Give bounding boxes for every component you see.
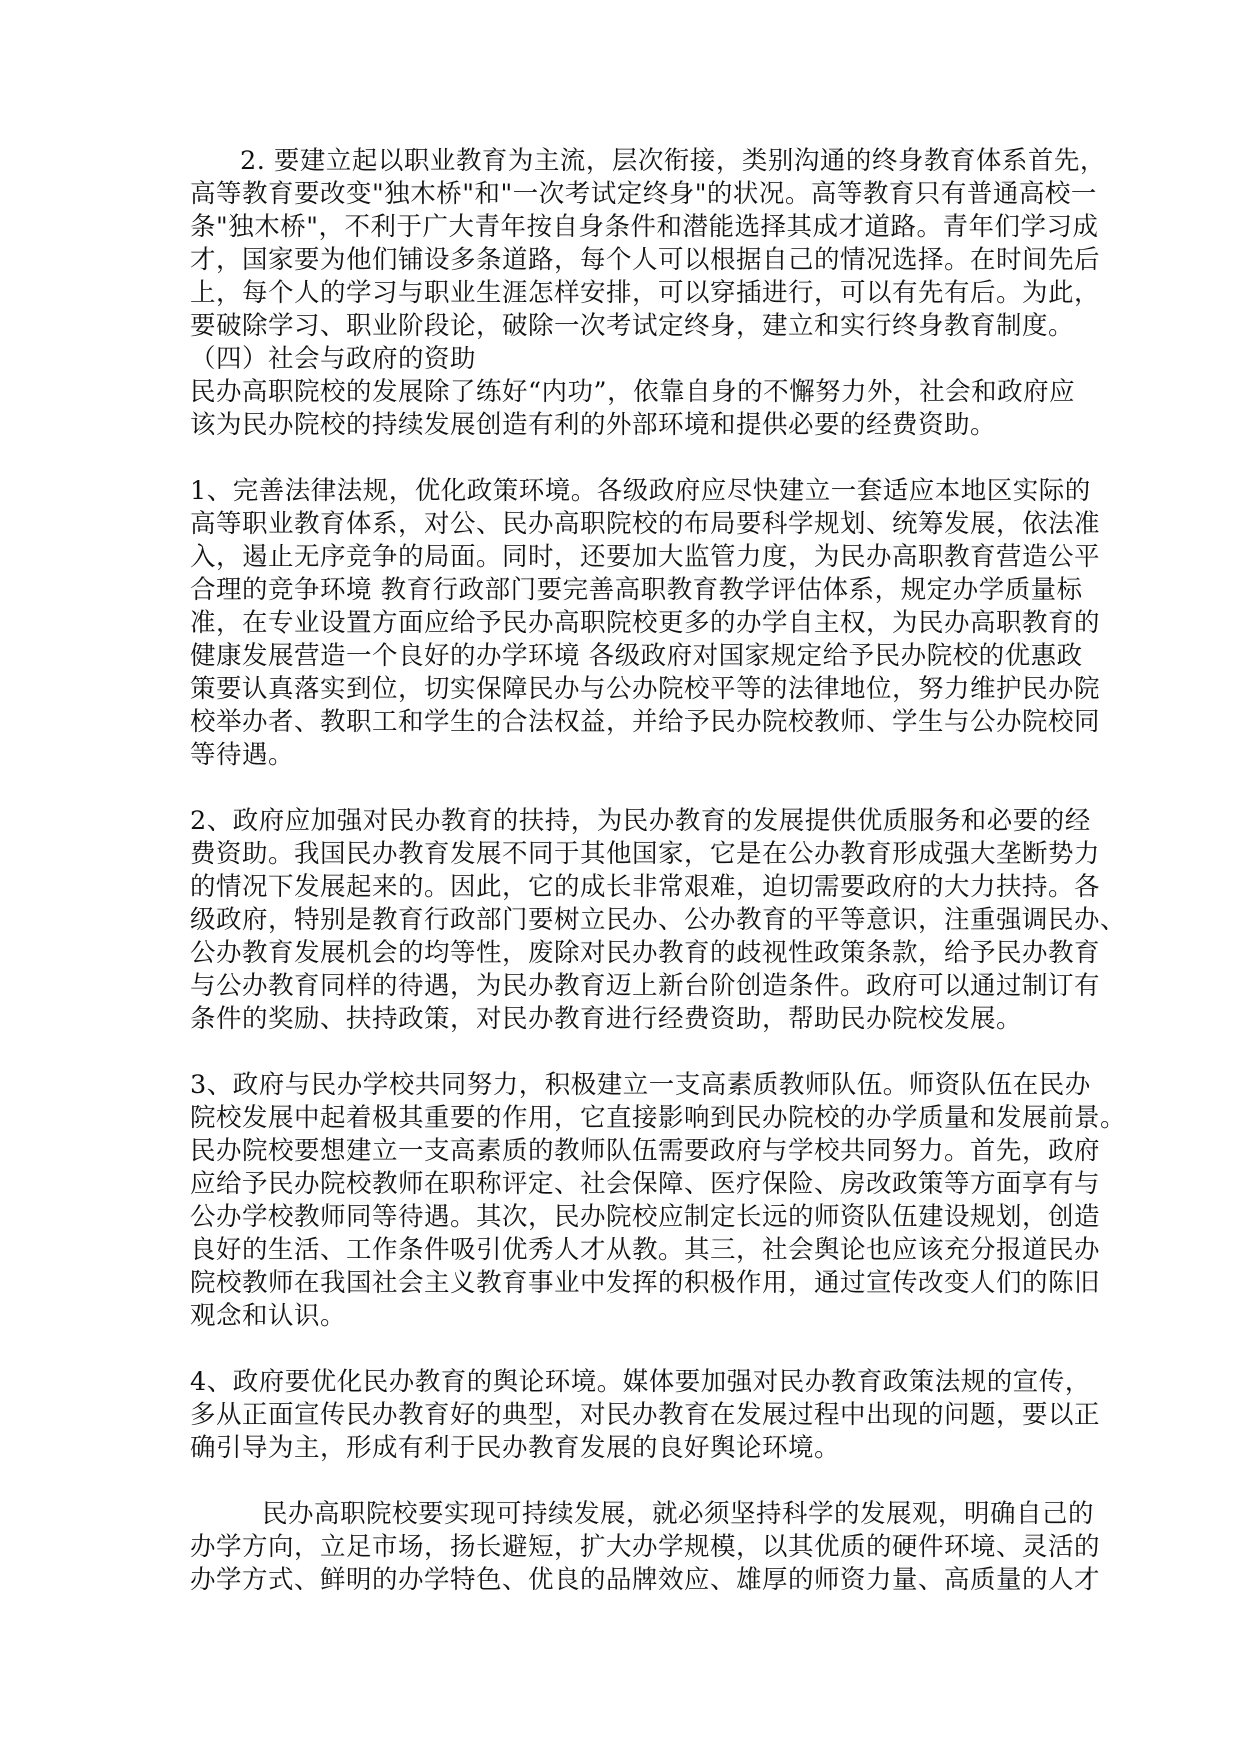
paragraph-gap <box>190 1465 1070 1498</box>
paragraph <box>190 475 1101 772</box>
text-line: 健康发展营造一个良好的办学环境 各级政府对国家规定给予民办院校的优惠政 <box>190 641 1083 671</box>
text-line: 2、政府应加强对民办教育的扶持，为民办教育的发展提供优质服务和必要的经 <box>190 806 1091 836</box>
text-line: 准，在专业设置方面应给予民办高职院校更多的办学自主权，为民办高职教育的 <box>190 608 1101 638</box>
paragraph <box>190 343 1070 376</box>
text-line: 才，国家要为他们铺设多条道路，每个人可以根据自己的情况选择。在时间先后 <box>190 245 1101 275</box>
text-line: 民办院校要想建立一支高素质的教师队伍需要政府与学校共同努力。首先，政府 <box>190 1136 1101 1166</box>
text-line: 校举办者、教职工和学生的合法权益，并给予民办院校教师、学生与公办院校同 <box>190 707 1101 737</box>
text-line: 观念和认识。 <box>190 1301 347 1331</box>
text-line: 多从正面宣传民办教育好的典型，对民办教育在发展过程中出现的问题，要以正 <box>190 1400 1101 1430</box>
text-line: 院校教师在我国社会主义教育事业中发挥的积极作用，通过宣传改变人们的陈旧 <box>190 1268 1101 1298</box>
text-line: 民办高职院校的发展除了练好“内功”，依靠自身的不懈努力外，社会和政府应 <box>190 377 1076 407</box>
paragraph <box>190 376 1076 442</box>
paragraph <box>190 1498 1101 1597</box>
paragraph <box>190 1069 1127 1333</box>
text-line: 办学方向，立足市场，扬长避短，扩大办学规模，以其优质的硬件环境、灵活的 <box>190 1532 1101 1562</box>
text-line: 4、政府要优化民办教育的舆论环境。媒体要加强对民办教育政策法规的宣传， <box>190 1367 1091 1397</box>
text-line: 高等教育要改变"独木桥"和"一次考试定终身"的状况。高等教育只有普通高校一 <box>190 179 1097 209</box>
text-line: 要破除学习、职业阶段论，破除一次考试定终身，建立和实行终身教育制度。 <box>190 311 1075 341</box>
paragraph <box>190 145 1106 343</box>
document-body <box>190 145 1127 1597</box>
text-line: 合理的竞争环境 教育行政部门要完善高职教育教学评估体系，规定办学质量标 <box>190 575 1083 605</box>
text-line: 上，每个人的学习与职业生涯怎样安排，可以穿插进行，可以有先有后。为此， <box>190 278 1101 308</box>
text-line: 级政府，特别是教育行政部门要树立民办、公办教育的平等意识，注重强调民办、 <box>190 905 1127 935</box>
text-line: 策要认真落实到位，切实保障民办与公办院校平等的法律地位，努力维护民办院 <box>190 674 1101 704</box>
paragraph-gap <box>190 772 1070 805</box>
text-line: 应给予民办院校教师在职称评定、社会保障、医疗保险、房改政策等方面享有与 <box>190 1169 1101 1199</box>
paragraph-gap <box>190 1036 1070 1069</box>
text-line: 的情况下发展起来的。因此，它的成长非常艰难，迫切需要政府的大力扶持。各 <box>190 872 1101 902</box>
text-line: 等待遇。 <box>190 740 295 770</box>
paragraph-gap <box>190 1333 1070 1366</box>
text-line: 办学方式、鲜明的办学特色、优良的品牌效应、雄厚的师资力量、高质量的人才 <box>190 1565 1101 1595</box>
text-line: 入，遏止无序竞争的局面。同时，还要加大监管力度，为民办高职教育营造公平 <box>190 542 1101 572</box>
text-line: 确引导为主，形成有利于民办教育发展的良好舆论环境。 <box>190 1433 841 1463</box>
text-line: 院校发展中起着极其重要的作用，它直接影响到民办院校的办学质量和发展前景。 <box>190 1103 1127 1133</box>
text-line: 良好的生活、工作条件吸引优秀人才从教。其三，社会舆论也应该充分报道民办 <box>190 1235 1101 1265</box>
text-line: 高等职业教育体系，对公、民办高职院校的布局要科学规划、统筹发展，依法准 <box>190 509 1101 539</box>
text-line: 1、完善法律法规，优化政策环境。各级政府应尽快建立一套适应本地区实际的 <box>190 476 1091 506</box>
paragraph <box>190 805 1127 1036</box>
text-line: 民办高职院校要实现可持续发展，就必须坚持科学的发展观，明确自己的 <box>262 1499 1095 1529</box>
paragraph <box>190 1366 1101 1465</box>
text-line: 与公办教育同样的待遇，为民办教育迈上新台阶创造条件。政府可以通过制订有 <box>190 971 1101 1001</box>
text-line: 公办学校教师同等待遇。其次，民办院校应制定长远的师资队伍建设规划，创造 <box>190 1202 1101 1232</box>
text-line: 条件的奖励、扶持政策，对民办教育进行经费资助，帮助民办院校发展。 <box>190 1004 1023 1034</box>
text-line: 该为民办院校的持续发展创造有利的外部环境和提供必要的经费资助。 <box>190 410 997 440</box>
text-line: 2. 要建立起以职业教育为主流，层次衔接，类别沟通的终身教育体系首先， <box>240 146 1106 176</box>
paragraph-gap <box>190 442 1070 475</box>
text-line: 公办教育发展机会的均等性，废除对民办教育的歧视性政策条款，给予民办教育 <box>190 938 1101 968</box>
text-line: 条"独木桥"，不利于广大青年按自身条件和潜能选择其成才道路。青年们学习成 <box>190 212 1099 242</box>
text-line: （四）社会与政府的资助 <box>190 344 477 374</box>
text-line: 费资助。我国民办教育发展不同于其他国家，它是在公办教育形成强大垄断势力 <box>190 839 1101 869</box>
text-line: 3、政府与民办学校共同努力，积极建立一支高素质教师队伍。师资队伍在民办 <box>190 1070 1091 1100</box>
